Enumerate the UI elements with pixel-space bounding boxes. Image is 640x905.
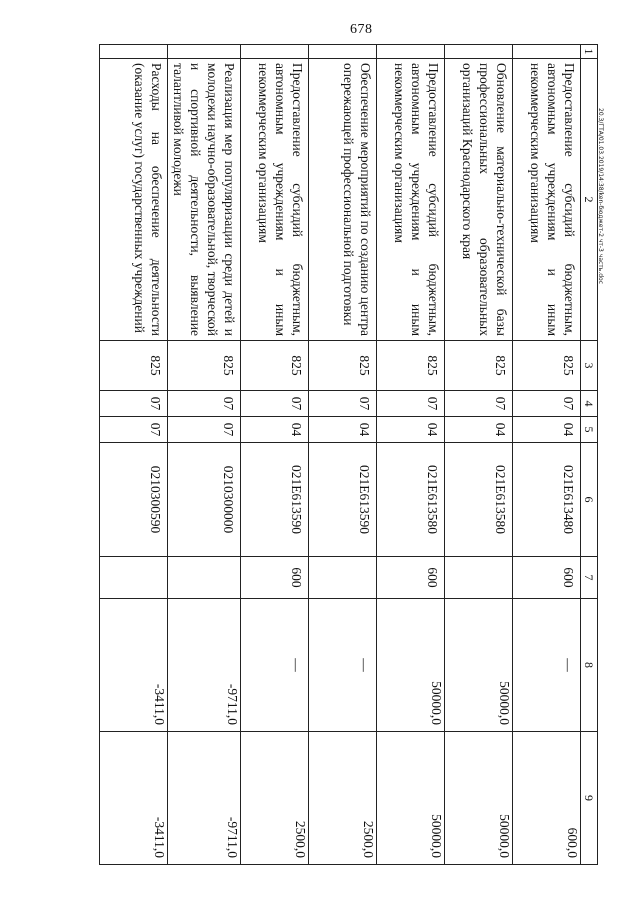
row-rz: 07 [513, 391, 581, 417]
row-pr: 04 [445, 417, 513, 443]
row-rz: 07 [445, 391, 513, 417]
row-ved: 825 [513, 341, 581, 391]
table-row [309, 45, 377, 865]
table-row [377, 45, 445, 865]
row-vr: 600 [377, 557, 445, 599]
header-col-8: 8 [581, 599, 598, 732]
row-number-cell [168, 45, 241, 59]
row-col9: -3411,0 [100, 732, 168, 865]
row-pr: 07 [168, 417, 241, 443]
header-col-1: 1 [581, 45, 598, 59]
row-number-cell [100, 45, 168, 59]
row-col8: — [241, 599, 309, 732]
row-csr: 021E613580 [377, 443, 445, 557]
row-col8: — [309, 599, 377, 732]
row-rz: 07 [168, 391, 241, 417]
row-csr: 0210300000 [168, 443, 241, 557]
row-pr: 04 [377, 417, 445, 443]
header-col-2: 2 [581, 59, 598, 341]
row-pr: 04 [309, 417, 377, 443]
row-col9: 50000,0 [377, 732, 445, 865]
row-col9: 600,0 [513, 732, 581, 865]
row-description: Предоставление субсидий бюджетным, автономным учреждениям и иным некоммерческим организациям [377, 59, 445, 341]
row-number-cell [445, 45, 513, 59]
row-col8: — [513, 599, 581, 732]
row-csr: 0210300590 [100, 443, 168, 557]
row-number-cell [241, 45, 309, 59]
header-row [581, 45, 598, 865]
table-row [513, 45, 581, 865]
header-col-5: 5 [581, 417, 598, 443]
row-col9: 2500,0 [309, 732, 377, 865]
row-ved: 825 [168, 341, 241, 391]
row-description: Обеспечение мероприятий по созданию центра опережающей профессиональной подготовки [309, 59, 377, 341]
row-ved: 825 [309, 341, 377, 391]
row-col9: -9711,0 [168, 732, 241, 865]
row-rz: 07 [309, 391, 377, 417]
row-vr [309, 557, 377, 599]
row-vr [445, 557, 513, 599]
row-vr [168, 557, 241, 599]
table-row [445, 45, 513, 865]
row-csr: 021E613590 [309, 443, 377, 557]
row-pr: 04 [241, 417, 309, 443]
row-vr: 600 [513, 557, 581, 599]
row-csr: 021E613590 [241, 443, 309, 557]
row-pr: 04 [513, 417, 581, 443]
table-row [100, 45, 168, 865]
row-col8: -9711,0 [168, 599, 241, 732]
row-ved: 825 [100, 341, 168, 391]
row-rz: 07 [377, 391, 445, 417]
budget-table-rotated [104, 44, 598, 864]
row-ved: 825 [377, 341, 445, 391]
header-col-3: 3 [581, 341, 598, 391]
row-ved: 825 [241, 341, 309, 391]
budget-table [99, 44, 598, 865]
row-description: Расходы на обеспечение деятельности (оказание услуг) государственных учреждений [100, 59, 168, 341]
row-col8: 50000,0 [445, 599, 513, 732]
row-rz: 07 [241, 391, 309, 417]
row-description: Обновление материально-технической базы профессиональных образовательных организаций Краснодарского края [445, 59, 513, 341]
page-number: 678 [350, 22, 373, 37]
row-col8: -3411,0 [100, 599, 168, 732]
row-number-cell [513, 45, 581, 59]
row-ved: 825 [445, 341, 513, 391]
header-col-4: 4 [581, 391, 598, 417]
row-vr [100, 557, 168, 599]
row-csr: 021E613480 [513, 443, 581, 557]
header-col-9: 9 [581, 732, 598, 865]
row-col9: 50000,0 [445, 732, 513, 865]
table-row [168, 45, 241, 865]
row-number-cell [309, 45, 377, 59]
row-vr: 600 [241, 557, 309, 599]
row-description: Предоставление субсидий бюджетным, автономным учреждениям и иным некоммерческим организациям [241, 59, 309, 341]
row-description: Реализация мер популяризации среди детей и молодежи научно-образовательной, творческой и спортивной деятельности, выявление талантливой молодежи [168, 59, 241, 341]
row-number-cell [377, 45, 445, 59]
header-col-6: 6 [581, 443, 598, 557]
row-csr: 021E613580 [445, 443, 513, 557]
table-row [241, 45, 309, 865]
header-col-7: 7 [581, 557, 598, 599]
document-footer-filename: 20.З/ГТA/01.03.2019/14:38/ken-бюджет-2 чт-3 часть.doc [597, 108, 604, 285]
row-col8: 50000,0 [377, 599, 445, 732]
row-description: Предоставление субсидий бюджетным, автономным учреждениям и иным некоммерческим организациям [513, 59, 581, 341]
row-col9: 2500,0 [241, 732, 309, 865]
row-rz: 07 [100, 391, 168, 417]
row-pr: 07 [100, 417, 168, 443]
